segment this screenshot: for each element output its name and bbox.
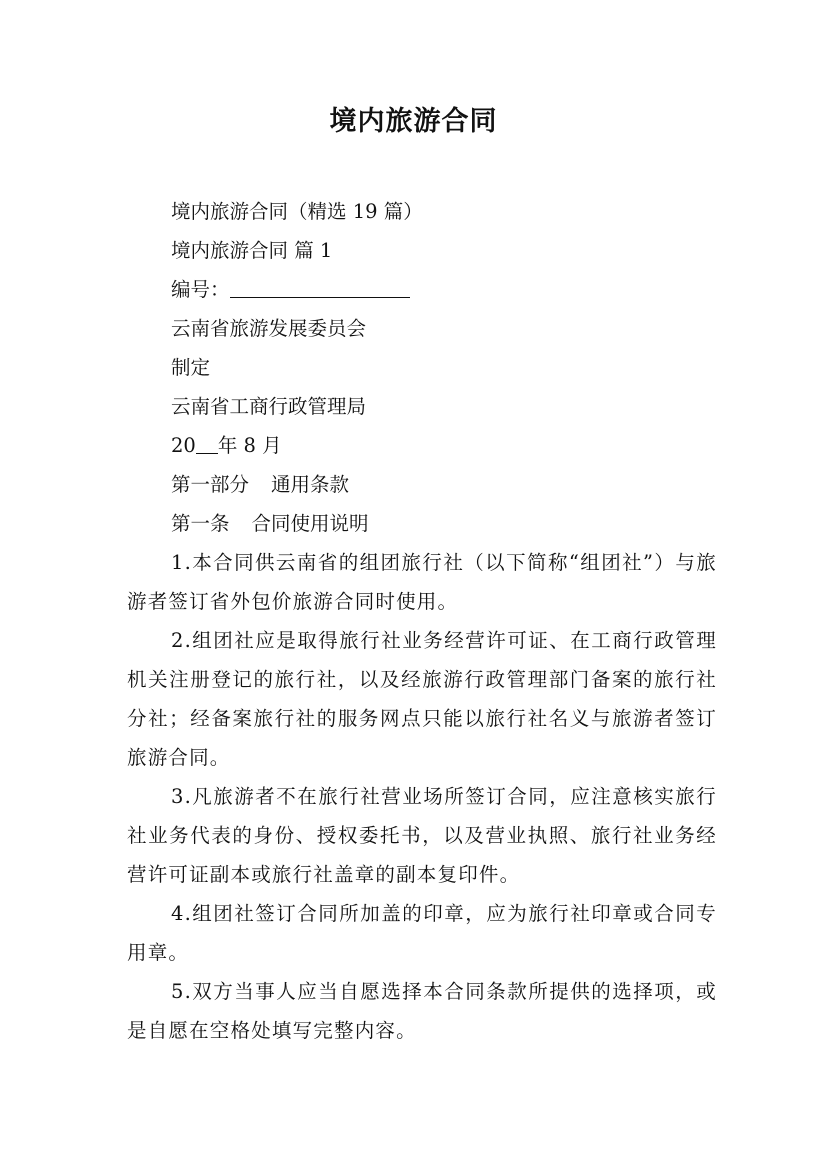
- article-heading: [127, 504, 717, 543]
- number-line: [127, 270, 717, 309]
- part-label: 第一部分: [171, 473, 250, 496]
- part-title: 通用条款: [271, 473, 350, 496]
- paragraph-4: 4.组团社签订合同所加盖的印章，应为旅行社印章或合同专用章。: [127, 902, 717, 964]
- document-title: 境内旅游合同: [329, 106, 498, 137]
- year-blank: [196, 431, 218, 454]
- paragraph-3: 3.凡旅游者不在旅行社营业场所签订合同，应注意核实旅行社业务代表的身份、授权委托书，以及营业执照、旅行社业务经营许可证副本或旅行社盖章的副本复印件。: [127, 785, 717, 886]
- org1-line: 云南省旅游发展委员会: [171, 317, 367, 340]
- date-prefix: 20: [171, 434, 196, 457]
- paragraph-2: 2.组团社应是取得旅行社业务经营许可证、在工商行政管理机关注册登记的旅行社，以及经旅游行政管理部门备案的旅行社分社；经备案旅行社的服务网点只能以旅行社名义与旅游者签订旅游合同。: [127, 629, 717, 769]
- part-heading: [127, 465, 717, 504]
- made-line: 制定: [171, 356, 211, 379]
- date-line: [127, 426, 717, 465]
- document-body: [127, 192, 717, 1050]
- paragraph-5: 5.双方当事人应当自愿选择本合同条款所提供的选择项，或是自愿在空格处填写完整内容。: [127, 980, 717, 1042]
- chapter-line: 境内旅游合同 篇 1: [171, 239, 333, 262]
- date-suffix: 年 8 月: [217, 434, 282, 457]
- number-label: 编号：: [171, 278, 230, 301]
- article-label: 第一条: [171, 512, 230, 535]
- number-blank: [230, 275, 410, 298]
- article-title: 合同使用说明: [251, 512, 369, 535]
- paragraph-1: 1.本合同供云南省的组团旅行社（以下简称“组团社”）与旅游者签订省外包价旅游合同时使用。: [127, 551, 717, 613]
- subtitle-line: 境内旅游合同（精选 19 篇）: [171, 200, 423, 223]
- org2-line: 云南省工商行政管理局: [171, 395, 367, 418]
